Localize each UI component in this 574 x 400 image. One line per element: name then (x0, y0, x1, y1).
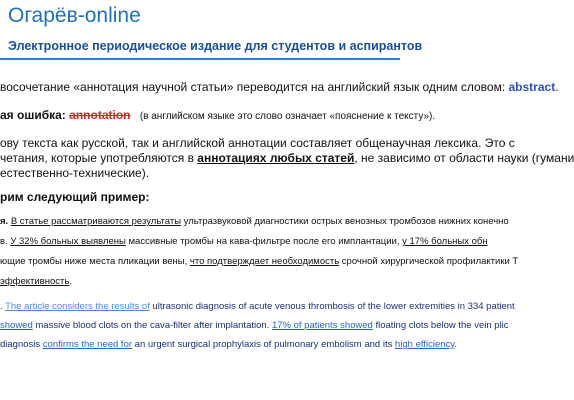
text: . (454, 339, 457, 350)
text: , не зависимо от области науки (гумани (354, 151, 574, 165)
phrase-highlight: showed (0, 320, 33, 331)
text: ову текста как русской, так и английской аннотации составляет общенаучная лексика. Это с (0, 136, 515, 150)
phrase-highlight: У 32% больных выявлены (10, 236, 126, 247)
text: восочетание «аннотация научной статьи» переводится на английский язык одним словом: (0, 80, 509, 94)
text: massive blood clots on the cava-filter after implantation. (32, 320, 272, 331)
russian-example-line-4 (0, 275, 72, 288)
header-divider (0, 58, 400, 60)
text: an urgent surgical prophylaxis of pulmonary embolism and its (132, 339, 395, 350)
site-tagline: Электронное периодическое издание для студентов и аспирантов (8, 39, 423, 53)
text: в. (0, 236, 11, 247)
text: четания, которые употребляются в (0, 151, 198, 165)
text: . (0, 301, 6, 312)
paragraph-abstract (0, 80, 559, 95)
text: массивные тромбы на кава-фильтре после его имплантации, (125, 236, 403, 247)
abstract-term: abstract (508, 80, 556, 94)
text: . (555, 80, 559, 94)
error-word: annotation (69, 108, 131, 122)
phrase-highlight: что подтверждает необходимость (189, 256, 340, 267)
phrase-highlight: high efficiency (395, 339, 455, 350)
paragraph-lexis-line-3 (0, 166, 149, 181)
paragraph-lexis-line-1 (0, 136, 515, 151)
phrase-highlight: The article considers the results of (5, 301, 150, 312)
example-heading: рим следующий пример: (0, 190, 150, 204)
error-note: (в английском языке это слово означает «пояснение к тексту»). (139, 111, 436, 122)
text: . (69, 276, 72, 287)
error-label: ая ошибка: (0, 108, 66, 122)
text: я. (0, 216, 11, 227)
site-title[interactable]: Огарёв-online (8, 4, 141, 27)
text: естественно-технические). (0, 166, 150, 180)
phrase-highlight: 17% of patients showed (271, 320, 373, 331)
phrase-highlight: эффективность (0, 276, 70, 287)
emphasis-phrase: аннотациях любых статей (197, 151, 355, 165)
text: ultrasonic diagnosis of acute venous thrombosis of the lower extremities in 334 patient (149, 301, 515, 312)
russian-example-line-3 (0, 255, 518, 268)
common-error-line (0, 108, 435, 123)
russian-example-line-2 (0, 235, 488, 248)
text: diagnosis (0, 339, 43, 350)
phrase-highlight: confirms the need for (42, 339, 133, 350)
paragraph-lexis-line-2 (0, 151, 574, 166)
text: ультразвуковой диагностики острых венозных тромбозов нижних конечно (181, 216, 509, 227)
english-example-line-2 (0, 318, 509, 333)
text: срочной хирургической профилактики Т (339, 256, 519, 267)
text: ющие тромбы ниже места пликации вены, (0, 256, 190, 267)
english-example-line-1 (0, 299, 515, 314)
phrase-highlight: у 17% больных обн (402, 236, 488, 247)
russian-example-line-1 (0, 215, 509, 228)
phrase-highlight: В статье рассматриваются результаты (10, 216, 182, 227)
text: floating clots below the vein plic (372, 320, 509, 331)
english-example-line-3 (0, 337, 457, 352)
site-header (0, 0, 520, 64)
